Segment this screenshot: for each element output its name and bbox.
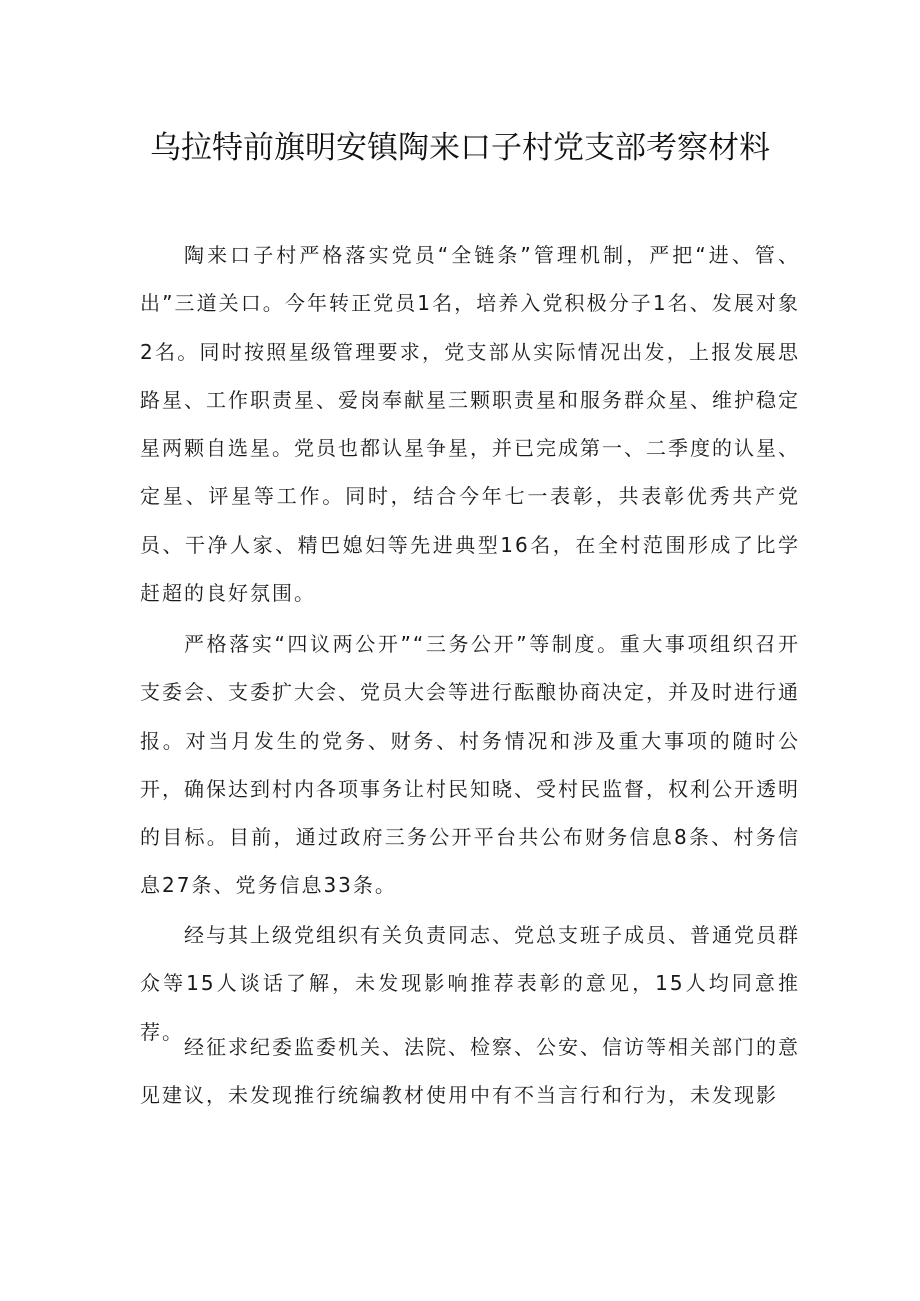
document-title: 乌拉特前旗明安镇陶来口子村党支部考察材料 [150,130,770,166]
paragraph-party-member-management: 陶来口子村严格落实党员“全链条”管理机制，严把“进、管、出”三道关口。今年转正党员1名，培养入党积极分子1名、发展对象2名。同时按照星级管理要求，党支部从实际情况出发，上报发展思路星、工作职责星、爱岗奉献星三颗职责星和服务群众星、维护稳定星两颗自选星。党员也都认星争星，并已完成第一、二季度的认星、定星、评星等工作。同时，结合今年七一表彰，共表彰优秀共产党员、干净人家、精巴媳妇等先进典型16名，在全村范围形成了比学赶超的良好氛围。 [140,243,800,606]
paragraph-department-opinions: 经征求纪委监委机关、法院、检察、公安、信访等相关部门的意见建议，未发现推行统编教材使用中有不当言行和行为，未发现影 [140,1035,800,1108]
paragraph-interview-results: 经与其上级党组织有关负责同志、党总支班子成员、普通党员群众等15人谈话了解，未发现影响推荐表彰的意见，15人均同意推荐。 [140,923,800,1044]
paragraph-open-affairs: 严格落实“四议两公开”“三务公开”等制度。重大事项组织召开支委会、支委扩大会、党员大会等进行酝酿协商决定，并及时进行通报。对当月发生的党务、财务、村务情况和涉及重大事项的随时公开，确保达到村内各项事务让村民知晓、受村民监督，权利公开透明的目标。目前，通过政府三务公开平台共公布财务信息8条、村务信息27条、党务信息33条。 [140,632,800,898]
